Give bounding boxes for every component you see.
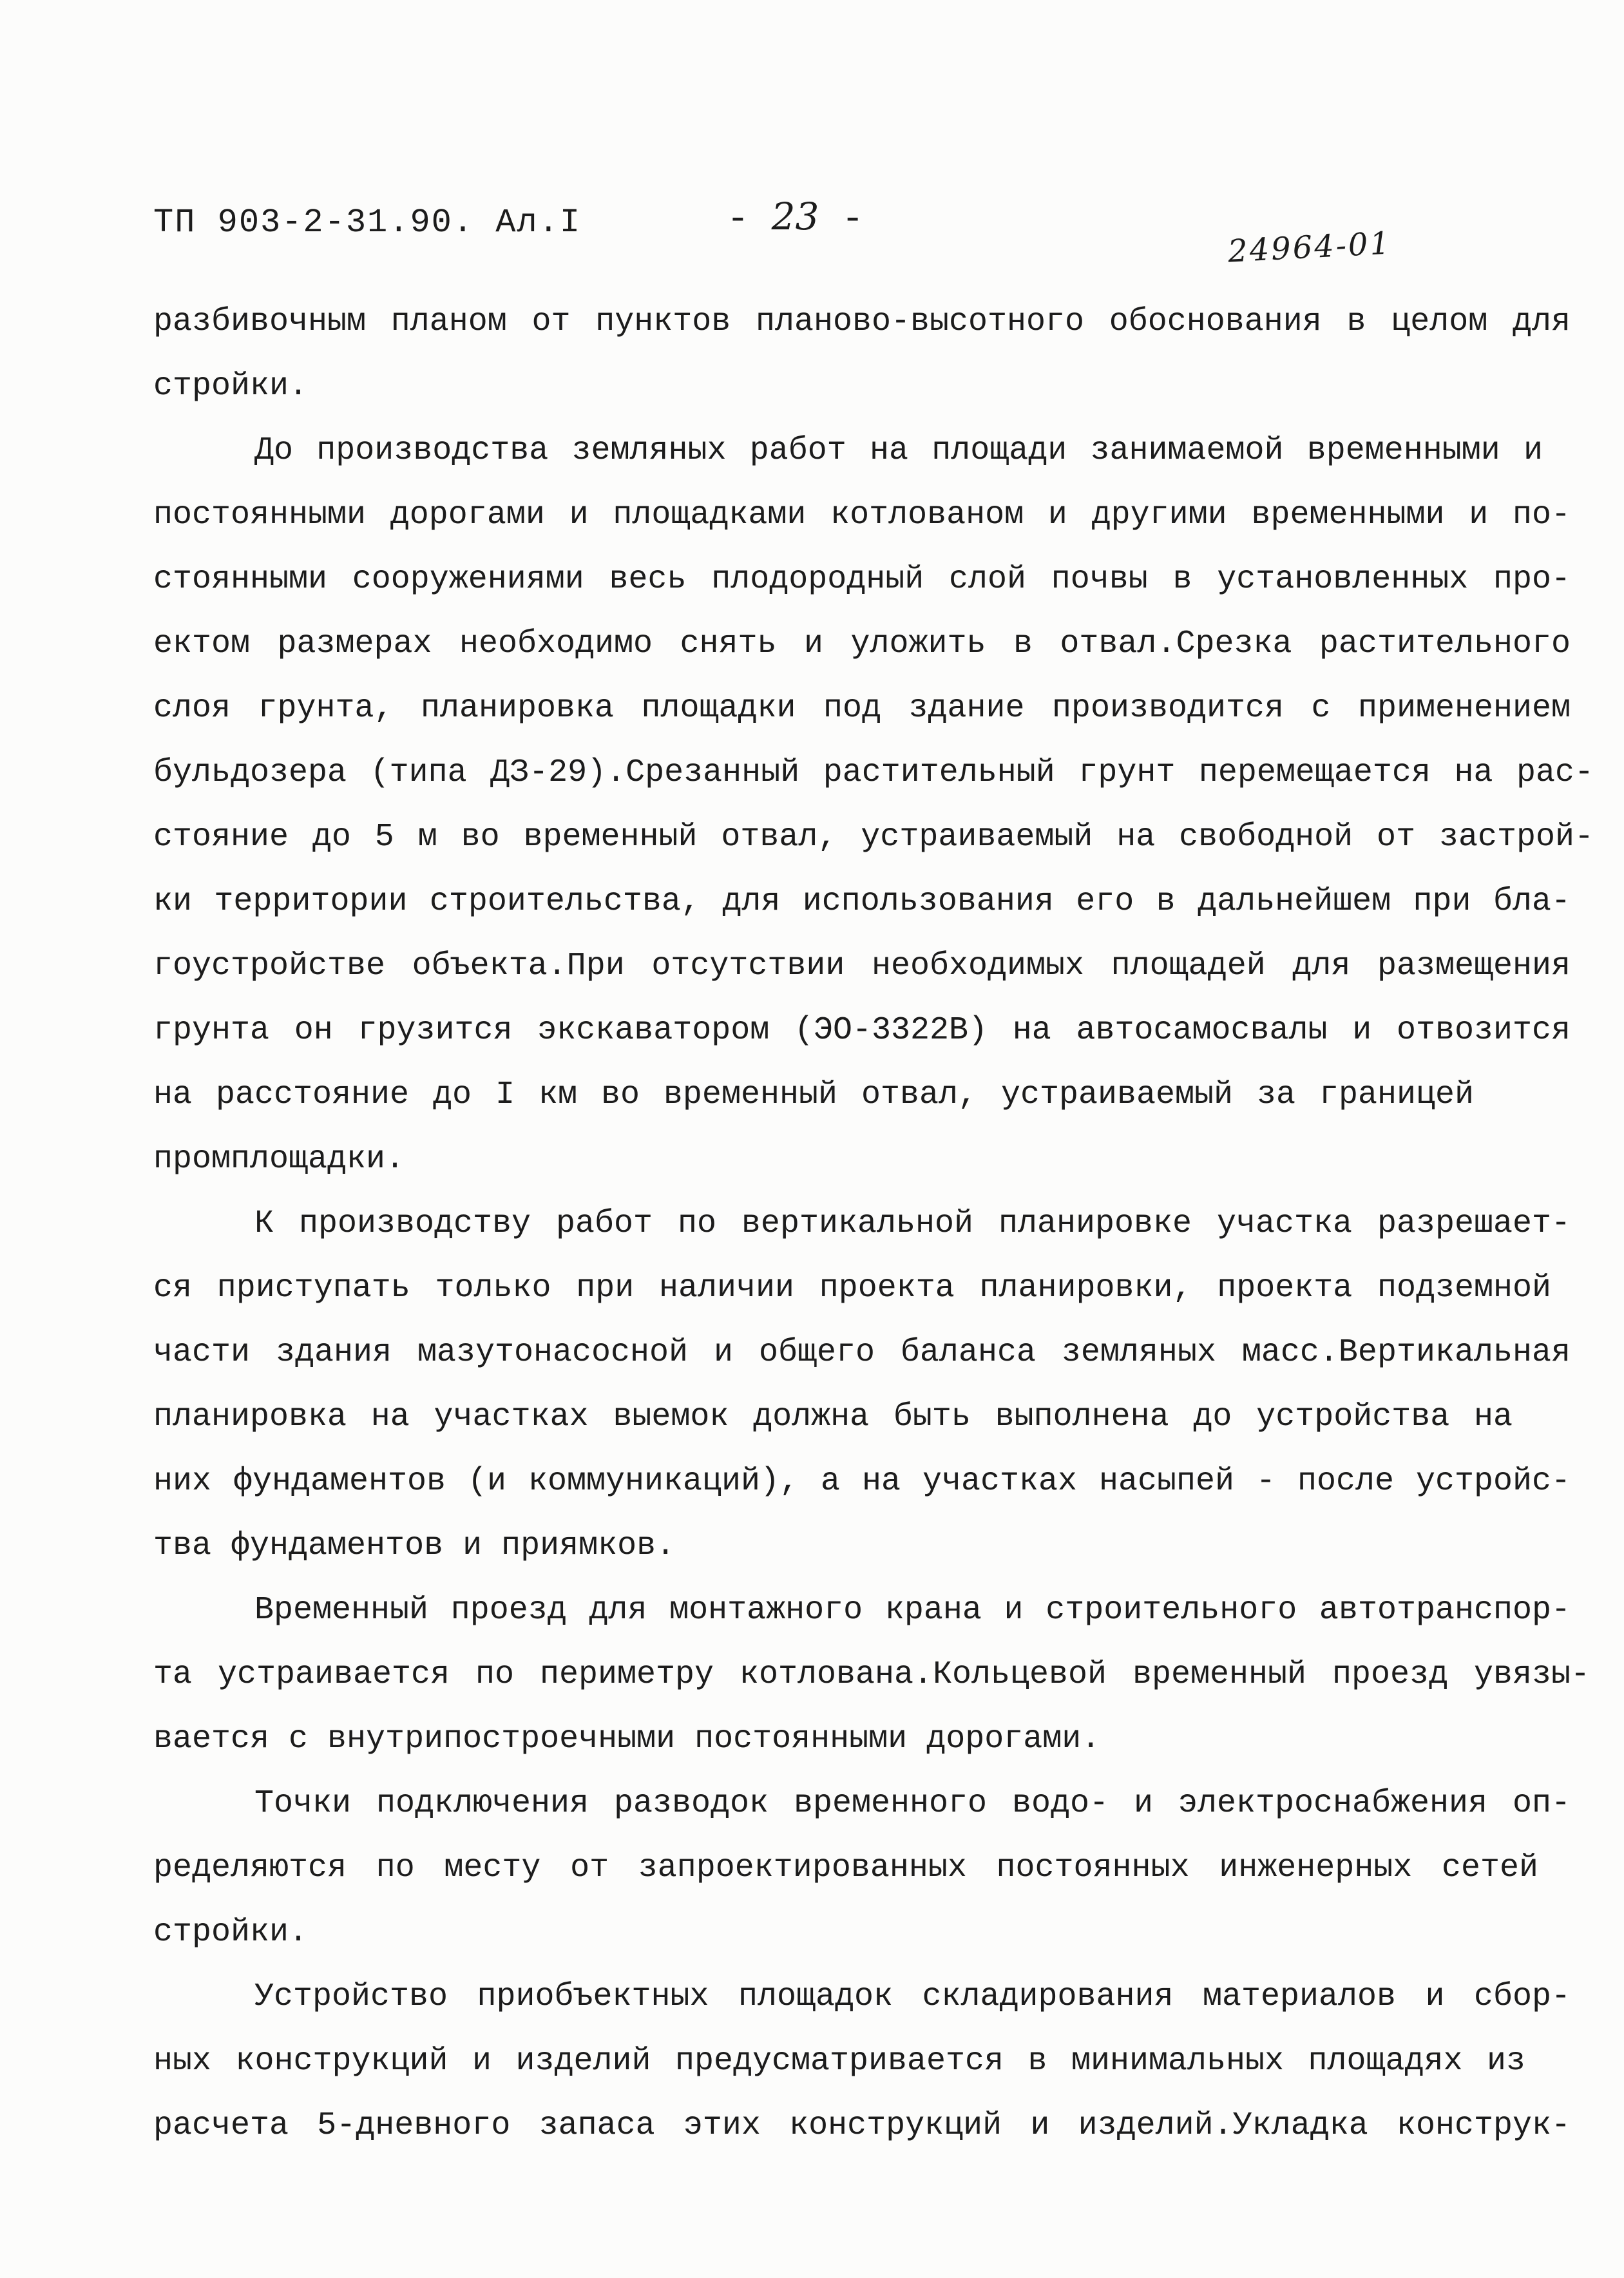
document-code: ТП 903-2-31.90. Ал.I — [153, 204, 582, 242]
text-line: тва фундаментов и приямков. — [153, 1527, 676, 1564]
text-line: Временный проезд для монтажного крана и строительного автотранспор- — [254, 1592, 1571, 1629]
text-line: К производству работ по вертикальной планировке участка разрешает- — [254, 1205, 1571, 1242]
text-line: Устройство приобъектных площадок складирования материалов и сбор- — [254, 1978, 1571, 2015]
text-line: них фундаментов (и коммуникаций), а на участках насыпей - после устройс- — [153, 1463, 1571, 1500]
page-number-suffix: - — [819, 199, 865, 241]
text-line: разбивочным планом от пунктов планово-высотного обоснования в целом для — [153, 303, 1571, 340]
text-line: расчета 5-дневного запаса этих конструкций и изделий.Укладка конструк- — [153, 2107, 1571, 2144]
text-line: ределяются по месту от запроектированных постоянных инженерных сетей — [153, 1850, 1538, 1886]
text-line: грунта он грузится экскаватором (ЭО-3322В) на автосамосвалы и отвозится — [153, 1012, 1571, 1049]
text-line: ектом размерах необходимо снять и уложить в отвал.Срезка растительного — [153, 626, 1571, 662]
text-line: стройки. — [153, 368, 309, 405]
inventory-number: 24964-01 — [1227, 225, 1393, 270]
text-line: слоя грунта, планировка площадки под здание производится с применением — [153, 690, 1571, 727]
text-line: До производства земляных работ на площади занимаемой временными и — [254, 432, 1543, 469]
text-line: части здания мазутонасосной и общего баланса земляных масс.Вертикальная — [153, 1334, 1571, 1371]
text-line: стройки. — [153, 1914, 309, 1951]
text-line: промплощадки. — [153, 1141, 405, 1178]
text-line: стояние до 5 м во временный отвал, устраиваемый на свободной от застрой- — [153, 819, 1594, 856]
text-line: постоянными дорогами и площадками котлованом и другими временными и по- — [153, 497, 1571, 533]
text-line: ки территории строительства, для использования его в дальнейшем при бла- — [153, 883, 1571, 920]
text-line: на расстояние до I км во временный отвал, устраиваемый за границей — [153, 1077, 1474, 1113]
text-line: ных конструкций и изделий предусматривается в минимальных площадях из — [153, 2043, 1525, 2080]
text-line: стоянными сооружениями весь плодородный слой почвы в установленных про- — [153, 561, 1571, 598]
text-line: бульдозера (типа ДЗ-29).Срезанный растительный грунт перемещается на рас- — [153, 754, 1594, 791]
text-line: гоустройстве объекта.При отсутствии необходимых площадей для размещения — [153, 948, 1571, 984]
text-line: та устраивается по периметру котлована.Кольцевой временный проезд увязы- — [153, 1656, 1590, 1693]
page-number-prefix: - — [727, 199, 772, 241]
page-number-value: 23 — [771, 195, 819, 238]
text-line: планировка на участках выемок должна быть выполнена до устройства на — [153, 1399, 1513, 1435]
page-number — [727, 195, 864, 241]
text-line: ся приступать только при наличии проекта планировки, проекта подземной — [153, 1270, 1551, 1306]
text-line: Точки подключения разводок временного водо- и электроснабжения оп- — [254, 1785, 1571, 1822]
text-line: вается с внутрипостроечными постоянными дорогами. — [153, 1721, 1101, 1757]
